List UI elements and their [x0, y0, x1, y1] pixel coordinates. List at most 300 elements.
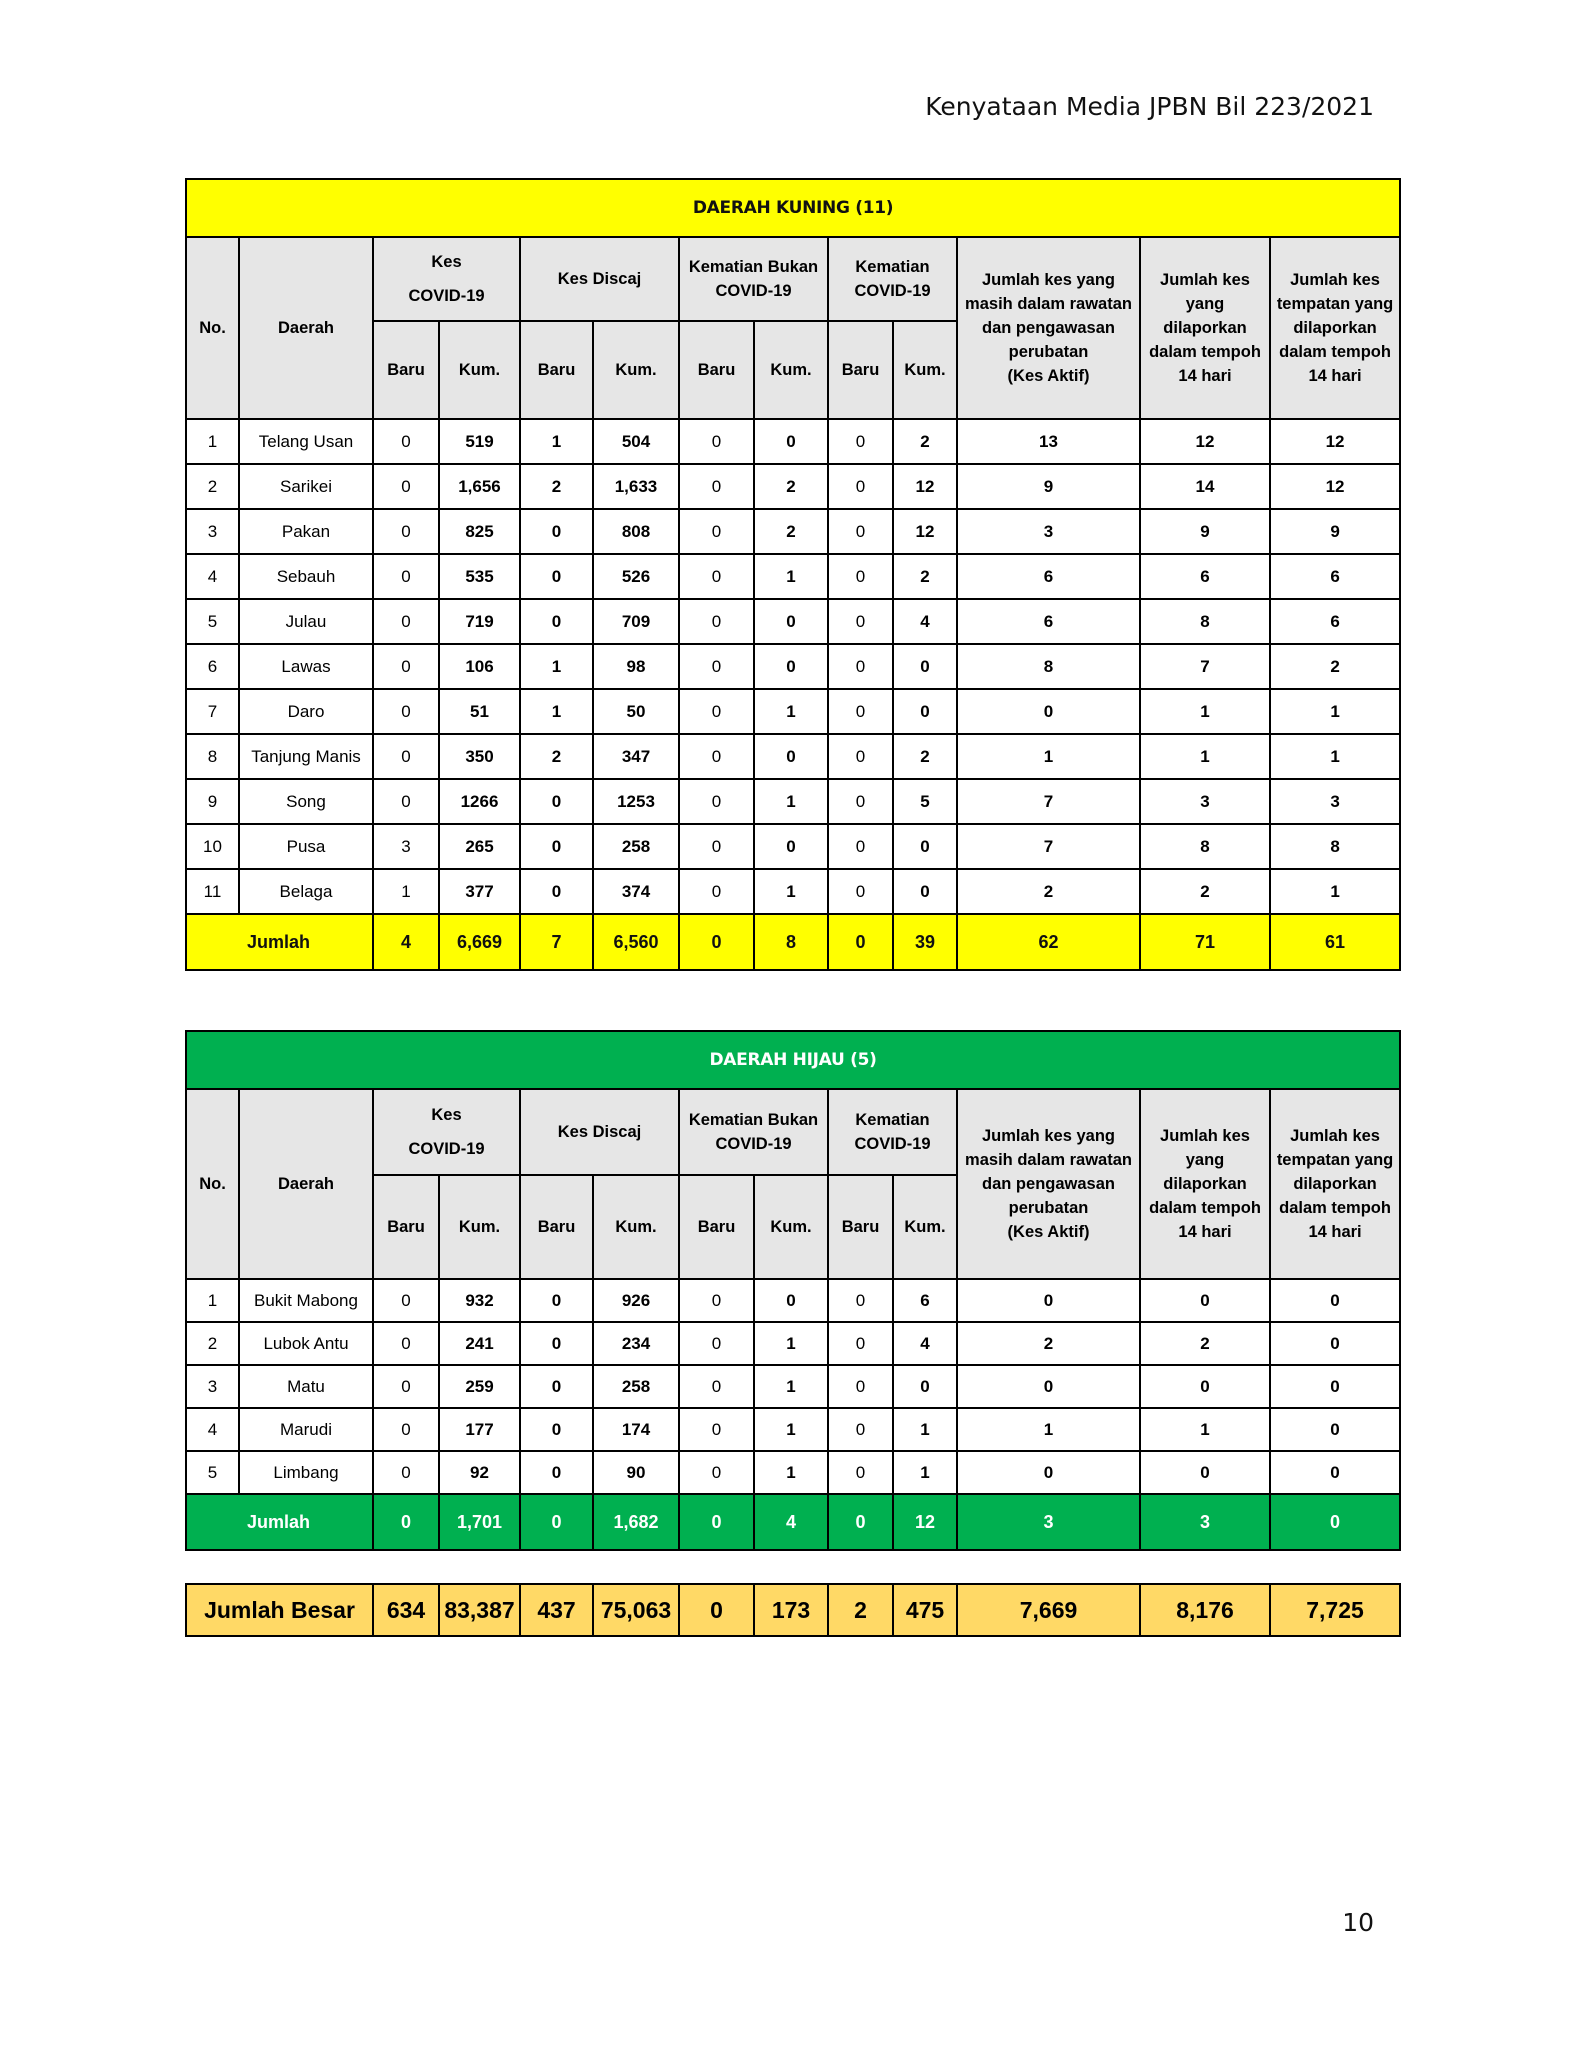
data-cell: 8	[1140, 824, 1270, 869]
data-cell: 2	[957, 1322, 1140, 1365]
daerah-name: Pusa	[239, 824, 373, 869]
jumlah-row	[186, 914, 1400, 970]
data-cell: 1	[754, 869, 828, 914]
data-cell: 926	[593, 1279, 679, 1322]
data-cell: 0	[1140, 1279, 1270, 1322]
data-cell: 0	[520, 1408, 593, 1451]
total-cell: 6,560	[593, 914, 679, 970]
data-cell: 8	[1270, 824, 1400, 869]
data-cell: 1	[754, 554, 828, 599]
header-baru: Baru	[828, 321, 893, 419]
total-cell: 0	[1270, 1494, 1400, 1550]
data-cell: 0	[373, 509, 439, 554]
data-cell: 1	[1270, 689, 1400, 734]
data-cell: 1	[957, 734, 1140, 779]
header-daerah: Daerah	[239, 237, 373, 419]
data-cell: 14	[1140, 464, 1270, 509]
data-cell: 709	[593, 599, 679, 644]
data-cell: 0	[828, 644, 893, 689]
header-kes-discaj: Kes Discaj	[520, 237, 679, 321]
data-cell: 0	[373, 554, 439, 599]
row-number: 6	[186, 644, 239, 689]
data-cell: 0	[520, 1451, 593, 1494]
table-body	[186, 419, 1400, 914]
total-cell: 0	[373, 1494, 439, 1550]
data-cell: 2	[520, 464, 593, 509]
total-label: Jumlah	[186, 914, 373, 970]
row-number: 2	[186, 464, 239, 509]
table-row	[186, 509, 1400, 554]
header-kes-aktif: Jumlah kes yang masih dalam rawatan dan pengawasan perubatan (Kes Aktif)	[957, 1089, 1140, 1279]
table-row	[186, 1279, 1400, 1322]
data-cell: 535	[439, 554, 520, 599]
data-cell: 1	[893, 1408, 957, 1451]
data-cell: 51	[439, 689, 520, 734]
data-cell: 7	[957, 779, 1140, 824]
daerah-name: Song	[239, 779, 373, 824]
data-cell: 0	[679, 1279, 754, 1322]
data-cell: 2	[893, 419, 957, 464]
daerah-name: Sebauh	[239, 554, 373, 599]
data-cell: 504	[593, 419, 679, 464]
data-cell: 0	[828, 734, 893, 779]
data-cell: 1	[893, 1451, 957, 1494]
data-cell: 0	[520, 554, 593, 599]
data-cell: 0	[373, 1365, 439, 1408]
data-cell: 259	[439, 1365, 520, 1408]
data-cell: 932	[439, 1279, 520, 1322]
data-cell: 1	[754, 1365, 828, 1408]
daerah-name: Telang Usan	[239, 419, 373, 464]
total-cell: 0	[828, 914, 893, 970]
data-cell: 0	[679, 1322, 754, 1365]
data-cell: 0	[679, 554, 754, 599]
data-cell: 3	[1140, 779, 1270, 824]
data-cell: 92	[439, 1451, 520, 1494]
data-cell: 8	[957, 644, 1140, 689]
data-cell: 0	[679, 689, 754, 734]
data-cell: 0	[679, 464, 754, 509]
data-cell: 98	[593, 644, 679, 689]
data-cell: 0	[957, 1365, 1140, 1408]
data-cell: 6	[893, 1279, 957, 1322]
data-cell: 0	[679, 869, 754, 914]
total-cell: 12	[893, 1494, 957, 1550]
data-cell: 50	[593, 689, 679, 734]
data-cell: 265	[439, 824, 520, 869]
data-cell: 0	[893, 869, 957, 914]
data-cell: 0	[679, 1408, 754, 1451]
row-number: 3	[186, 509, 239, 554]
data-cell: 0	[1270, 1408, 1400, 1451]
table-row	[186, 599, 1400, 644]
data-cell: 0	[679, 644, 754, 689]
data-cell: 12	[893, 509, 957, 554]
table-row	[186, 1408, 1400, 1451]
header-no: No.	[186, 1089, 239, 1279]
data-cell: 0	[1270, 1451, 1400, 1494]
data-cell: 0	[957, 1451, 1140, 1494]
grand-total-cell: 437	[520, 1584, 593, 1636]
row-number: 3	[186, 1365, 239, 1408]
data-cell: 0	[754, 734, 828, 779]
total-cell: 0	[679, 1494, 754, 1550]
data-cell: 6	[1270, 554, 1400, 599]
data-cell: 0	[373, 1322, 439, 1365]
row-number: 4	[186, 1408, 239, 1451]
data-cell: 526	[593, 554, 679, 599]
grand-total-cell: 75,063	[593, 1584, 679, 1636]
data-cell: 0	[520, 779, 593, 824]
daerah-name: Pakan	[239, 509, 373, 554]
daerah-name: Tanjung Manis	[239, 734, 373, 779]
data-cell: 1	[373, 869, 439, 914]
jumlah-besar-row	[186, 1584, 1400, 1636]
data-cell: 1	[754, 1408, 828, 1451]
header-kematian-covid: Kematian COVID-19	[828, 237, 957, 321]
data-cell: 0	[828, 554, 893, 599]
row-number: 10	[186, 824, 239, 869]
total-cell: 4	[373, 914, 439, 970]
total-cell: 0	[520, 1494, 593, 1550]
table-row	[186, 419, 1400, 464]
data-cell: 1	[1270, 869, 1400, 914]
data-cell: 0	[373, 599, 439, 644]
data-cell: 258	[593, 824, 679, 869]
data-cell: 177	[439, 1408, 520, 1451]
document-header: Kenyataan Media JPBN Bil 223/2021	[925, 92, 1374, 121]
table-row	[186, 1451, 1400, 1494]
header-kum: Kum.	[754, 1175, 828, 1279]
data-cell: 1	[520, 644, 593, 689]
data-cell: 0	[373, 734, 439, 779]
header-tempatan-14-hari: Jumlah kes tempatan yang dilaporkan dalam tempoh 14 hari	[1270, 1089, 1400, 1279]
data-cell: 0	[1140, 1451, 1270, 1494]
data-cell: 0	[828, 1279, 893, 1322]
grand-total-label: Jumlah Besar	[186, 1584, 373, 1636]
header-kes-covid: Kes COVID-19	[373, 1089, 520, 1175]
table-row	[186, 1322, 1400, 1365]
data-cell: 0	[828, 1322, 893, 1365]
header-baru: Baru	[373, 321, 439, 419]
data-cell: 9	[1270, 509, 1400, 554]
data-cell: 0	[373, 1451, 439, 1494]
data-cell: 0	[679, 734, 754, 779]
data-cell: 1,633	[593, 464, 679, 509]
data-cell: 0	[373, 779, 439, 824]
data-cell: 2	[893, 734, 957, 779]
grand-total-cell: 83,387	[439, 1584, 520, 1636]
data-cell: 1	[754, 1322, 828, 1365]
jumlah-besar-table	[185, 1583, 1401, 1637]
data-cell: 0	[373, 644, 439, 689]
data-cell: 0	[520, 869, 593, 914]
total-cell: 71	[1140, 914, 1270, 970]
data-cell: 0	[1270, 1365, 1400, 1408]
data-cell: 0	[754, 644, 828, 689]
row-number: 4	[186, 554, 239, 599]
total-cell: 1,682	[593, 1494, 679, 1550]
data-cell: 8	[1140, 599, 1270, 644]
grand-total-cell: 2	[828, 1584, 893, 1636]
row-number: 8	[186, 734, 239, 779]
header-kes-aktif: Jumlah kes yang masih dalam rawatan dan pengawasan perubatan (Kes Aktif)	[957, 237, 1140, 419]
data-cell: 1253	[593, 779, 679, 824]
header-baru: Baru	[520, 1175, 593, 1279]
daerah-name: Lubok Antu	[239, 1322, 373, 1365]
data-cell: 0	[828, 1408, 893, 1451]
header-baru: Baru	[520, 321, 593, 419]
row-number: 7	[186, 689, 239, 734]
data-cell: 7	[957, 824, 1140, 869]
header-baru: Baru	[373, 1175, 439, 1279]
data-cell: 0	[520, 599, 593, 644]
data-cell: 0	[679, 419, 754, 464]
header-dilaporkan-14-hari: Jumlah kes yang dilaporkan dalam tempoh 14 hari	[1140, 1089, 1270, 1279]
jumlah-row	[186, 1494, 1400, 1550]
data-cell: 0	[373, 1279, 439, 1322]
row-number: 11	[186, 869, 239, 914]
total-cell: 0	[828, 1494, 893, 1550]
data-cell: 0	[893, 644, 957, 689]
header-kum: Kum.	[754, 321, 828, 419]
data-cell: 825	[439, 509, 520, 554]
header-tempatan-14-hari: Jumlah kes tempatan yang dilaporkan dalam tempoh 14 hari	[1270, 237, 1400, 419]
page-number: 10	[1342, 1908, 1374, 1937]
total-cell: 3	[1140, 1494, 1270, 1550]
data-cell: 0	[754, 599, 828, 644]
data-cell: 0	[893, 689, 957, 734]
row-number: 5	[186, 1451, 239, 1494]
data-cell: 0	[828, 779, 893, 824]
data-cell: 1	[754, 779, 828, 824]
data-cell: 106	[439, 644, 520, 689]
total-cell: 0	[679, 914, 754, 970]
row-number: 1	[186, 1279, 239, 1322]
daerah-name: Limbang	[239, 1451, 373, 1494]
row-number: 1	[186, 419, 239, 464]
data-cell: 90	[593, 1451, 679, 1494]
data-cell: 6	[957, 599, 1140, 644]
data-cell: 0	[1140, 1365, 1270, 1408]
header-kum: Kum.	[593, 321, 679, 419]
data-cell: 0	[520, 1279, 593, 1322]
data-cell: 0	[754, 1279, 828, 1322]
table-row	[186, 779, 1400, 824]
data-cell: 12	[893, 464, 957, 509]
data-cell: 0	[828, 824, 893, 869]
row-number: 9	[186, 779, 239, 824]
header-kematian-bukan-covid: Kematian Bukan COVID-19	[679, 1089, 828, 1175]
data-cell: 3	[373, 824, 439, 869]
total-cell: 7	[520, 914, 593, 970]
table-row	[186, 644, 1400, 689]
data-cell: 13	[957, 419, 1140, 464]
header-dilaporkan-14-hari: Jumlah kes yang dilaporkan dalam tempoh 14 hari	[1140, 237, 1270, 419]
data-cell: 519	[439, 419, 520, 464]
header-baru: Baru	[828, 1175, 893, 1279]
data-cell: 1	[1140, 689, 1270, 734]
data-cell: 0	[520, 1365, 593, 1408]
header-kum: Kum.	[593, 1175, 679, 1279]
data-cell: 0	[373, 689, 439, 734]
data-cell: 0	[828, 1365, 893, 1408]
data-cell: 0	[828, 1451, 893, 1494]
data-cell: 0	[679, 1365, 754, 1408]
data-cell: 347	[593, 734, 679, 779]
table-row	[186, 1365, 1400, 1408]
data-cell: 0	[1270, 1279, 1400, 1322]
data-cell: 1	[1270, 734, 1400, 779]
data-cell: 0	[679, 824, 754, 869]
header-kum: Kum.	[893, 1175, 957, 1279]
data-cell: 2	[1140, 869, 1270, 914]
table-title: DAERAH KUNING (11)	[186, 179, 1400, 237]
daerah-hijau-table	[185, 1030, 1401, 1551]
grand-total-cell: 173	[754, 1584, 828, 1636]
total-cell: 8	[754, 914, 828, 970]
data-cell: 2	[1270, 644, 1400, 689]
data-cell: 1,656	[439, 464, 520, 509]
data-cell: 2	[754, 509, 828, 554]
total-cell: 6,669	[439, 914, 520, 970]
header-kes-covid: Kes COVID-19	[373, 237, 520, 321]
data-cell: 0	[754, 824, 828, 869]
total-label: Jumlah	[186, 1494, 373, 1550]
data-cell: 6	[1140, 554, 1270, 599]
data-cell: 12	[1140, 419, 1270, 464]
header-kum: Kum.	[439, 1175, 520, 1279]
data-cell: 9	[957, 464, 1140, 509]
data-cell: 3	[1270, 779, 1400, 824]
header-kematian-bukan-covid: Kematian Bukan COVID-19	[679, 237, 828, 321]
grand-total-cell: 7,669	[957, 1584, 1140, 1636]
grand-total-cell: 634	[373, 1584, 439, 1636]
data-cell: 377	[439, 869, 520, 914]
data-cell: 5	[893, 779, 957, 824]
table-title: DAERAH HIJAU (5)	[186, 1031, 1400, 1089]
row-number: 2	[186, 1322, 239, 1365]
data-cell: 234	[593, 1322, 679, 1365]
daerah-kuning-table	[185, 178, 1401, 971]
data-cell: 0	[1270, 1322, 1400, 1365]
daerah-name: Sarikei	[239, 464, 373, 509]
data-cell: 0	[828, 869, 893, 914]
data-cell: 174	[593, 1408, 679, 1451]
header-baru: Baru	[679, 1175, 754, 1279]
data-cell: 2	[520, 734, 593, 779]
header-kes-discaj: Kes Discaj	[520, 1089, 679, 1175]
data-cell: 3	[957, 509, 1140, 554]
daerah-name: Marudi	[239, 1408, 373, 1451]
daerah-name: Bukit Mabong	[239, 1279, 373, 1322]
total-cell: 62	[957, 914, 1140, 970]
data-cell: 0	[893, 824, 957, 869]
data-cell: 0	[520, 1322, 593, 1365]
data-cell: 0	[828, 599, 893, 644]
grand-total-cell: 7,725	[1270, 1584, 1400, 1636]
data-cell: 808	[593, 509, 679, 554]
data-cell: 0	[828, 509, 893, 554]
data-cell: 241	[439, 1322, 520, 1365]
header-daerah: Daerah	[239, 1089, 373, 1279]
daerah-name: Lawas	[239, 644, 373, 689]
data-cell: 12	[1270, 464, 1400, 509]
table-row	[186, 869, 1400, 914]
data-cell: 1	[754, 1451, 828, 1494]
data-cell: 0	[893, 1365, 957, 1408]
data-cell: 6	[957, 554, 1140, 599]
daerah-name: Julau	[239, 599, 373, 644]
header-baru: Baru	[679, 321, 754, 419]
total-cell: 4	[754, 1494, 828, 1550]
data-cell: 0	[373, 464, 439, 509]
data-cell: 0	[679, 509, 754, 554]
header-kum: Kum.	[893, 321, 957, 419]
table-row	[186, 464, 1400, 509]
data-cell: 0	[828, 419, 893, 464]
data-cell: 2	[957, 869, 1140, 914]
data-cell: 0	[679, 779, 754, 824]
data-cell: 1	[520, 419, 593, 464]
header-no: No.	[186, 237, 239, 419]
data-cell: 9	[1140, 509, 1270, 554]
table-row	[186, 689, 1400, 734]
table-row	[186, 824, 1400, 869]
data-cell: 0	[828, 689, 893, 734]
data-cell: 0	[957, 689, 1140, 734]
total-cell: 1,701	[439, 1494, 520, 1550]
data-cell: 0	[679, 599, 754, 644]
data-cell: 7	[1140, 644, 1270, 689]
grand-total-cell: 0	[679, 1584, 754, 1636]
data-cell: 0	[957, 1279, 1140, 1322]
daerah-name: Belaga	[239, 869, 373, 914]
data-cell: 1	[754, 689, 828, 734]
data-cell: 0	[373, 1408, 439, 1451]
header-kematian-covid: Kematian COVID-19	[828, 1089, 957, 1175]
data-cell: 2	[754, 464, 828, 509]
table-body	[186, 1279, 1400, 1494]
total-cell: 39	[893, 914, 957, 970]
table-row	[186, 734, 1400, 779]
data-cell: 719	[439, 599, 520, 644]
data-cell: 2	[1140, 1322, 1270, 1365]
row-number: 5	[186, 599, 239, 644]
data-cell: 2	[893, 554, 957, 599]
data-cell: 12	[1270, 419, 1400, 464]
data-cell: 4	[893, 1322, 957, 1365]
data-cell: 0	[679, 1451, 754, 1494]
total-cell: 3	[957, 1494, 1140, 1550]
data-cell: 0	[520, 824, 593, 869]
header-kum: Kum.	[439, 321, 520, 419]
data-cell: 6	[1270, 599, 1400, 644]
table-row	[186, 554, 1400, 599]
grand-total-cell: 475	[893, 1584, 957, 1636]
data-cell: 1	[1140, 1408, 1270, 1451]
data-cell: 258	[593, 1365, 679, 1408]
data-cell: 1266	[439, 779, 520, 824]
daerah-name: Daro	[239, 689, 373, 734]
total-cell: 61	[1270, 914, 1400, 970]
data-cell: 0	[520, 509, 593, 554]
data-cell: 4	[893, 599, 957, 644]
data-cell: 0	[754, 419, 828, 464]
data-cell: 1	[957, 1408, 1140, 1451]
data-cell: 0	[828, 464, 893, 509]
data-cell: 350	[439, 734, 520, 779]
